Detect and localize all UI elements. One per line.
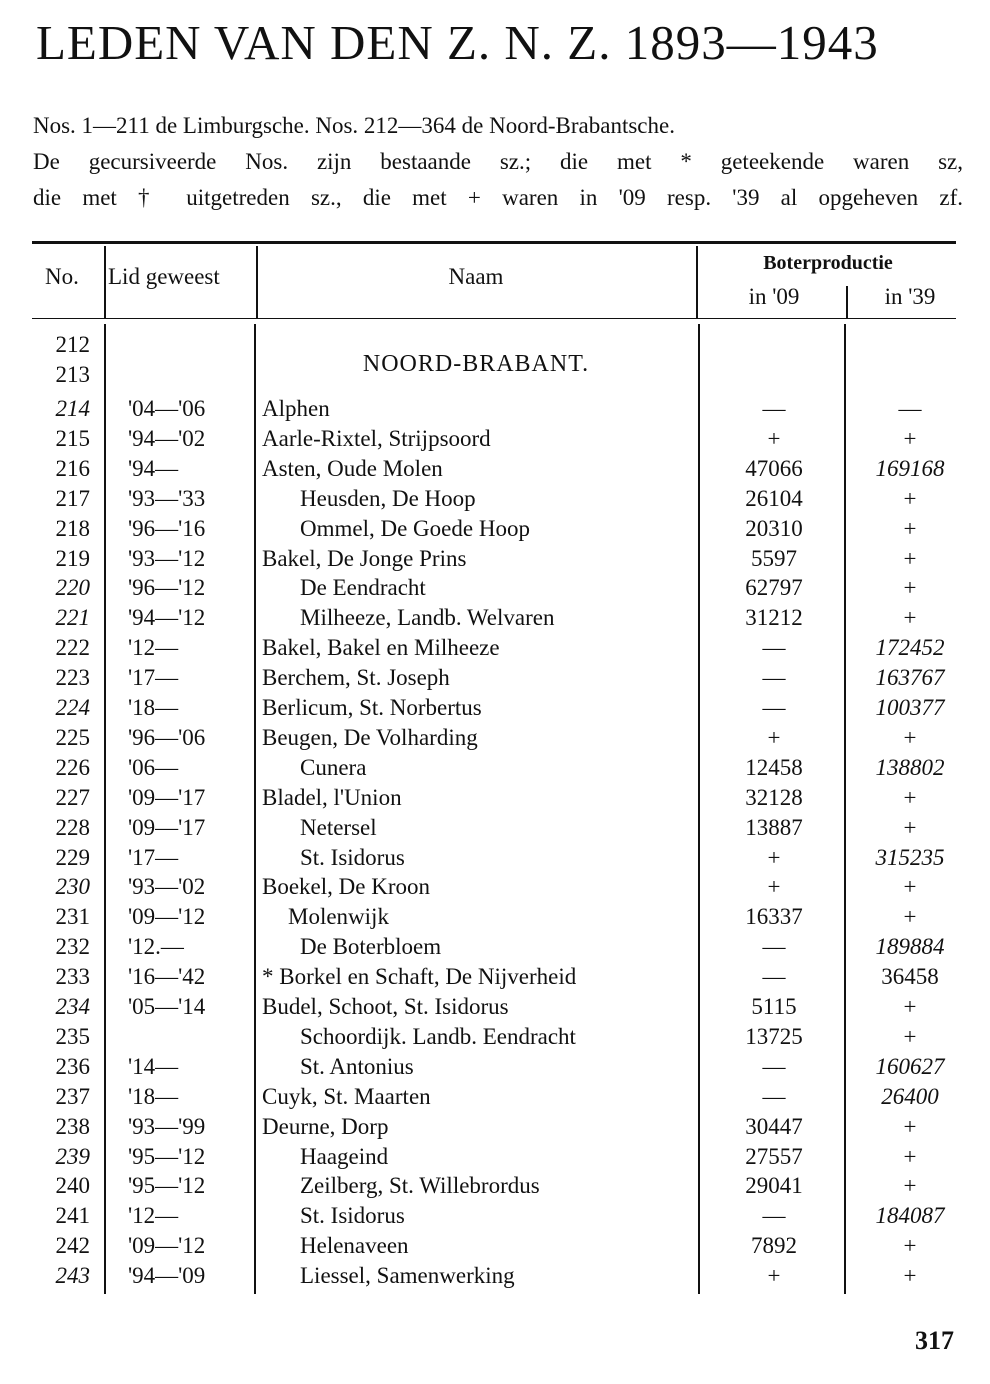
row-production-09: 62797 [745, 575, 803, 601]
row-membership-period: '09—'17 [128, 814, 206, 840]
row-production-09: — [762, 1203, 786, 1229]
row-number: 241 [55, 1203, 90, 1229]
row-membership-period: '09—'12 [128, 904, 206, 930]
row-production-09: + [767, 425, 781, 451]
row-number: 240 [55, 1173, 90, 1199]
table-row [0, 932, 990, 962]
table-row [0, 454, 990, 484]
row-name: Milheeze, Landb. Welvaren [300, 605, 555, 631]
table-row [0, 1142, 990, 1172]
row-production-39: 189884 [875, 934, 945, 960]
row-name: Heusden, De Hoop [300, 485, 476, 511]
row-membership-period: '12— [128, 1203, 179, 1229]
column-divider [104, 246, 106, 318]
column-divider [846, 286, 848, 318]
row-number: 238 [55, 1113, 90, 1139]
row-production-09: — [762, 396, 786, 421]
row-number: 228 [55, 814, 90, 840]
table-row [0, 663, 990, 693]
row-production-39: 172452 [875, 635, 945, 661]
row-membership-period: '17— [128, 844, 179, 870]
row-number: 220 [55, 575, 90, 601]
row-production-39: 100377 [875, 695, 945, 720]
row-name: Zeilberg, St. Willebrordus [300, 1173, 540, 1199]
row-name: * Borkel en Schaft, De Nijverheid [262, 964, 577, 990]
table-row [0, 1261, 990, 1291]
row-production-39: + [903, 545, 917, 571]
table-row [0, 1112, 990, 1142]
row-name: Schoordijk. Landb. Eendracht [300, 1023, 576, 1049]
row-membership-period: '09—'17 [128, 784, 206, 810]
row-name: St. Isidorus [300, 1203, 405, 1229]
row-name: Bakel, De Jonge Prins [262, 545, 467, 571]
row-membership-period: '93—'33 [128, 485, 206, 511]
row-number: 216 [55, 455, 90, 481]
row-membership-period: '96—'12 [128, 575, 206, 601]
row-production-39: + [903, 1113, 917, 1139]
row-production-39: 26400 [881, 1083, 939, 1109]
table-row [0, 633, 990, 663]
row-name: Beugen, De Volharding [262, 724, 478, 750]
row-number: 218 [55, 515, 90, 541]
row-membership-period: '95—'12 [128, 1143, 206, 1169]
row-number: 212 [55, 332, 90, 357]
table-row [0, 394, 990, 424]
table-row [0, 843, 990, 873]
row-number: 239 [55, 1143, 90, 1169]
row-membership-period: '18— [128, 695, 179, 720]
table-row [0, 902, 990, 932]
row-number: 215 [55, 425, 90, 451]
row-name: Boekel, De Kroon [262, 874, 430, 900]
row-production-09: + [767, 724, 781, 750]
row-production-09: + [767, 844, 781, 870]
row-number: 214 [55, 396, 90, 421]
row-production-09: 32128 [745, 784, 803, 810]
row-name: Cunera [300, 754, 367, 780]
table-row [0, 1171, 990, 1201]
table-row [0, 1231, 990, 1261]
row-production-09: — [762, 695, 786, 720]
row-production-39: 36458 [881, 964, 939, 990]
table-row [0, 962, 990, 992]
row-production-09: + [767, 1263, 781, 1289]
table-row [0, 1082, 990, 1112]
row-production-39: + [903, 784, 917, 810]
row-production-09: — [762, 1053, 786, 1079]
row-membership-period: '94—'12 [128, 605, 206, 631]
row-production-09: 5115 [751, 994, 797, 1019]
row-number: 221 [55, 605, 90, 631]
row-membership-period: '95—'12 [128, 1173, 206, 1199]
table-row [0, 813, 990, 843]
table-row [0, 573, 990, 603]
row-number: 233 [55, 964, 90, 990]
header-no: No. [45, 264, 79, 289]
table-header-rule [32, 318, 956, 319]
row-production-39: 138802 [875, 754, 945, 780]
row-membership-period: '94— [128, 455, 179, 481]
row-production-39: + [903, 724, 917, 750]
row-name: Berlicum, St. Norbertus [262, 695, 482, 720]
row-name: Aarle-Rixtel, Strijpsoord [262, 425, 491, 451]
intro-line: Nos. 1—211 de Limburgsche. Nos. 212—364 de Noord-Brabantsche. [33, 113, 675, 138]
page-title: LEDEN VAN DEN Z. N. Z. 1893—1943 [36, 15, 879, 70]
row-membership-period: '96—'16 [128, 515, 206, 541]
table-row [0, 484, 990, 514]
table-row [0, 753, 990, 783]
row-production-39: + [903, 425, 917, 451]
row-production-09: 27557 [745, 1143, 803, 1169]
row-production-39: + [903, 994, 917, 1019]
row-production-09: 5597 [751, 545, 797, 571]
row-production-39: + [903, 904, 917, 930]
row-name: Deurne, Dorp [262, 1113, 389, 1139]
row-number: 230 [55, 874, 90, 900]
row-number: 232 [55, 934, 90, 960]
table-row [0, 544, 990, 574]
row-number: 227 [55, 784, 90, 810]
row-production-39: + [903, 485, 917, 511]
row-membership-period: '12— [128, 635, 179, 661]
row-membership-period: '17— [128, 665, 179, 691]
row-membership-period: '93—'12 [128, 545, 206, 571]
table-row [0, 723, 990, 753]
row-number: 226 [55, 754, 90, 780]
row-membership-period: '94—'09 [128, 1263, 206, 1289]
row-number: 236 [55, 1053, 90, 1079]
row-production-09: 30447 [745, 1113, 803, 1139]
row-production-09: 13887 [745, 814, 803, 840]
row-membership-period: '04—'06 [128, 396, 206, 421]
row-production-39: + [903, 1143, 917, 1169]
row-production-39: 169168 [875, 455, 945, 481]
row-production-39: + [903, 515, 917, 541]
row-membership-period: '12.— [128, 934, 184, 960]
row-membership-period: '06— [128, 754, 179, 780]
row-number: 213 [55, 362, 90, 387]
table-row [0, 424, 990, 454]
row-production-09: 29041 [745, 1173, 803, 1199]
row-name: Bakel, Bakel en Milheeze [262, 635, 500, 661]
row-production-09: — [762, 964, 786, 990]
row-production-39: + [903, 575, 917, 601]
row-number: 237 [55, 1083, 90, 1109]
table-row [0, 603, 990, 633]
table-row [0, 1052, 990, 1082]
row-membership-period: '94—'02 [128, 425, 206, 451]
row-production-09: — [762, 934, 786, 960]
row-production-39: 184087 [875, 1203, 945, 1229]
row-production-09: — [762, 1083, 786, 1109]
row-name: Alphen [262, 396, 330, 421]
table-row [0, 992, 990, 1022]
row-production-09: 12458 [745, 754, 803, 780]
row-number: 222 [55, 635, 90, 661]
row-membership-period: '14— [128, 1053, 179, 1079]
row-name: St. Isidorus [300, 844, 405, 870]
row-production-39: + [903, 1173, 917, 1199]
row-name: Budel, Schoot, St. Isidorus [262, 994, 509, 1019]
header-in-09: in '09 [748, 284, 800, 309]
intro-line: die met † uitgetreden sz., die met + waren in '09 resp. '39 al opgeheven zf. [33, 185, 963, 210]
row-number: 231 [55, 904, 90, 930]
header-naam: Naam [448, 264, 504, 289]
row-membership-period: '96—'06 [128, 724, 206, 750]
row-production-39: 160627 [875, 1053, 945, 1079]
row-name: De Eendracht [300, 575, 426, 601]
row-number: 243 [55, 1263, 90, 1289]
row-production-09: 7892 [751, 1233, 797, 1259]
table-row [0, 514, 990, 544]
row-name: Molenwijk [288, 904, 389, 930]
page-number: 317 [915, 1326, 954, 1355]
row-number: 223 [55, 665, 90, 691]
row-number: 224 [55, 695, 90, 720]
intro-line: De gecursiveerde Nos. zijn bestaande sz.; die met * geteekende waren sz, [33, 149, 963, 174]
table-row [0, 872, 990, 902]
row-name: Cuyk, St. Maarten [262, 1083, 431, 1109]
row-membership-period: '18— [128, 1083, 179, 1109]
row-name: De Boterbloem [300, 934, 442, 960]
row-production-09: + [767, 874, 781, 900]
row-production-09: 13725 [745, 1023, 803, 1049]
row-number: 235 [55, 1023, 90, 1049]
header-lid-geweest: Lid geweest [108, 264, 220, 289]
intro-text [33, 108, 963, 216]
row-membership-period: '93—'99 [128, 1113, 206, 1139]
row-production-39: + [903, 1263, 917, 1289]
section-title: NOORD-BRABANT. [362, 351, 590, 377]
row-name: Netersel [300, 814, 377, 840]
row-name: Ommel, De Goede Hoop [300, 515, 530, 541]
row-production-39: + [903, 605, 917, 631]
table-row [0, 693, 990, 723]
row-production-09: 31212 [745, 605, 803, 631]
row-production-39: + [903, 874, 917, 900]
row-production-39: 163767 [875, 665, 945, 691]
row-name: Berchem, St. Joseph [262, 665, 450, 691]
row-name: Haageind [300, 1143, 389, 1169]
row-production-09: — [762, 635, 786, 661]
row-production-39: 315235 [875, 844, 945, 870]
row-membership-period: '93—'02 [128, 874, 206, 900]
header-in-39: in '39 [884, 284, 936, 309]
row-name: Asten, Oude Molen [262, 455, 443, 481]
table-row [0, 1022, 990, 1052]
row-production-09: 16337 [745, 904, 803, 930]
row-number: 225 [55, 724, 90, 750]
row-production-09: — [762, 665, 786, 691]
row-number: 217 [55, 485, 90, 511]
row-production-39: — [898, 396, 922, 421]
table-top-rule [32, 241, 956, 244]
header-boterproductie: Boterproductie [763, 252, 893, 274]
row-number: 234 [55, 994, 90, 1019]
row-name: Helenaveen [300, 1233, 409, 1259]
row-membership-period: '05—'14 [128, 994, 206, 1019]
table-row [0, 1201, 990, 1231]
row-production-39: + [903, 814, 917, 840]
row-number: 219 [55, 545, 90, 571]
row-membership-period: '09—'12 [128, 1233, 206, 1259]
row-production-09: 26104 [745, 485, 803, 511]
row-name: St. Antonius [300, 1053, 414, 1079]
row-membership-period: '16—'42 [128, 964, 206, 990]
row-name: Liessel, Samenwerking [300, 1263, 515, 1289]
row-production-09: 47066 [745, 455, 803, 481]
row-number: 229 [55, 844, 90, 870]
row-name: Bladel, l'Union [262, 784, 402, 810]
row-production-39: + [903, 1023, 917, 1049]
row-production-39: + [903, 1233, 917, 1259]
row-number: 242 [55, 1233, 90, 1259]
row-production-09: 20310 [745, 515, 803, 541]
table-row [0, 783, 990, 813]
